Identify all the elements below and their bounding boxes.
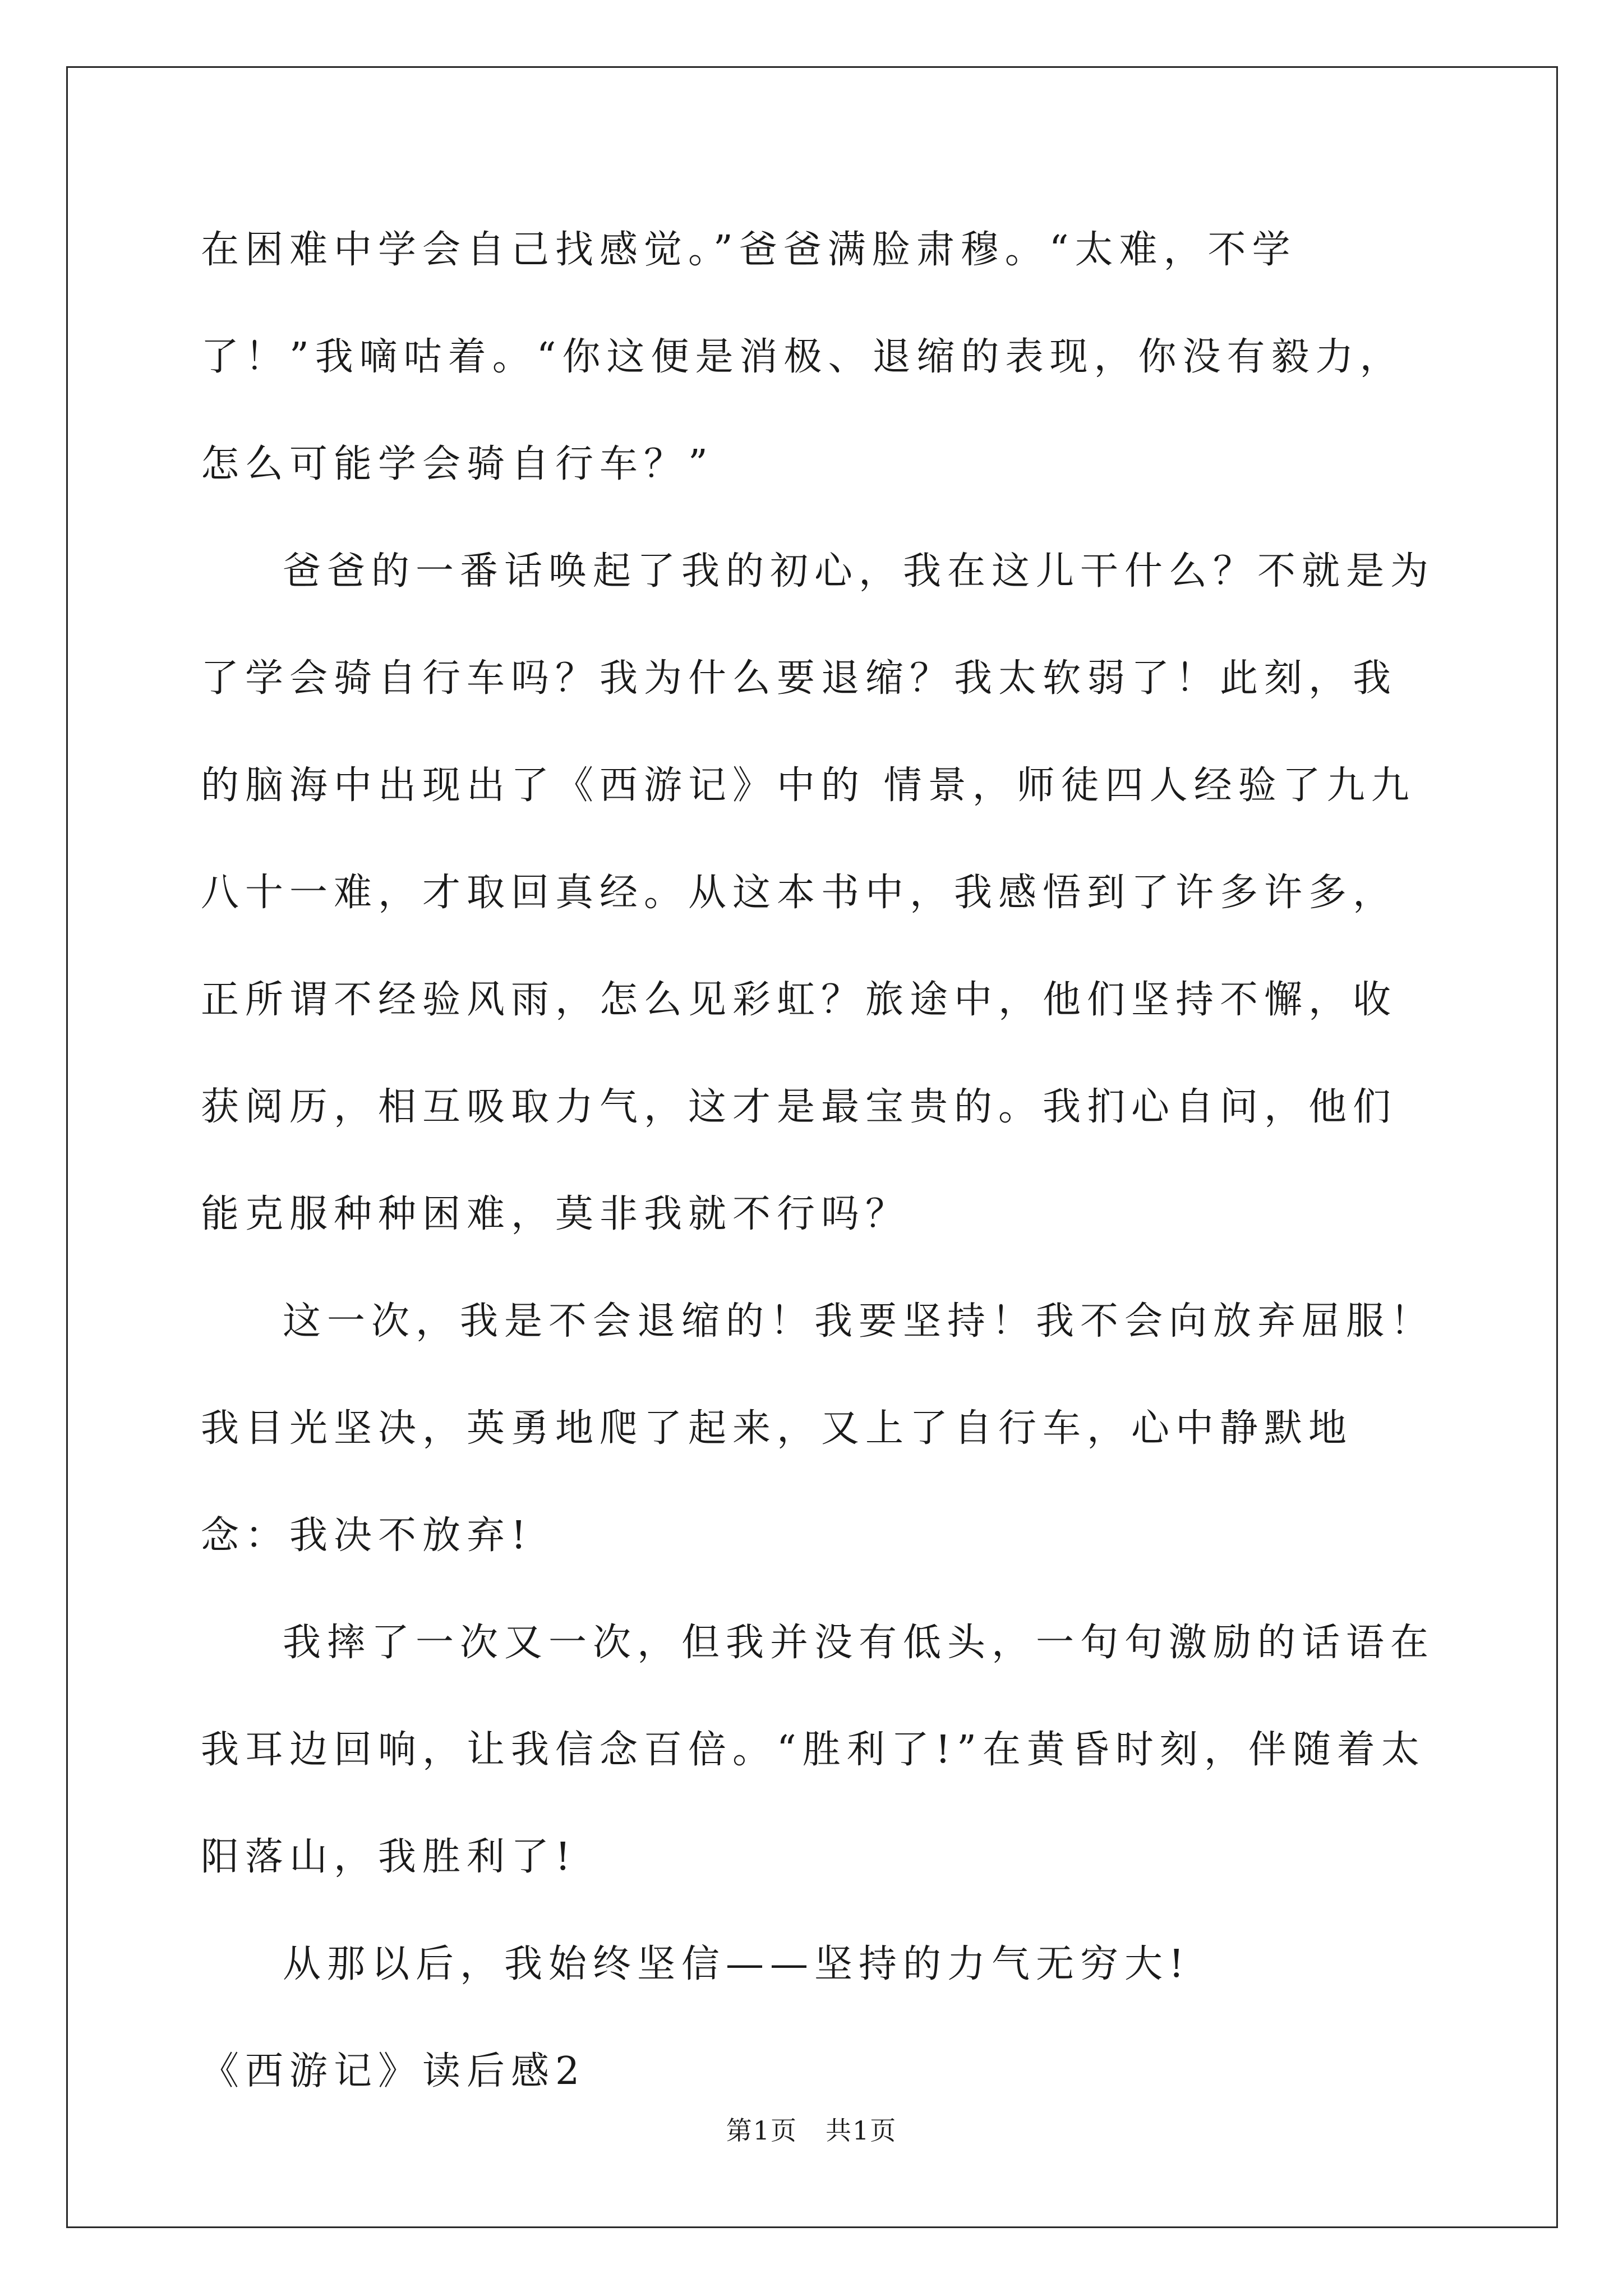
section-heading: 《西游记》读后感2 — [201, 2049, 586, 2093]
paragraph-4: 我摔了一次又一次，但我并没有低头，一句句激励的话语在我耳边回响，让我信念百倍。“胜利了!”在黄昏时刻，伴随着太阳落山，我胜利了! — [201, 1621, 1435, 1879]
page-footer — [0, 2110, 1623, 2147]
page-number: 第1页 — [726, 2115, 798, 2146]
paragraph-5: 从那以后，我始终坚信——坚持的力气无穷大! — [283, 1942, 1191, 1986]
paragraph-3: 这一次，我是不会退缩的！我要坚持！我不会向放弃屈服！我目光坚决，英勇地爬了起来，又上了自行车，心中静默地念：我决不放弃! — [201, 1299, 1435, 1558]
paragraph-1: 在困难中学会自己找感觉。”爸爸满脸肃穆。“太难，不学了！”我嘀咕着。“你这便是消极、退缩的表现，你没有毅力，怎么可能学会骑自行车？” — [201, 228, 1404, 486]
document-body — [201, 196, 1435, 2125]
paragraph-2: 爸爸的一番话唤起了我的初心，我在这儿干什么？不就是为了学会骑自行车吗？我为什么要退缩？我太软弱了！此刻，我的脑海中出现出了《西游记》中的 情景，师徒四人经验了九九八十一难，才取回真经。从这本书中，我感悟到了许多许多，正所谓不经验风雨，怎么见彩虹？旅途中，他们坚持不懈，收获阅历，相互吸取力气，这才是最宝贵的。我扪心自问，他们能克服种种困难，莫非我就不行吗？ — [201, 549, 1435, 1236]
page-total: 共1页 — [825, 2115, 897, 2146]
